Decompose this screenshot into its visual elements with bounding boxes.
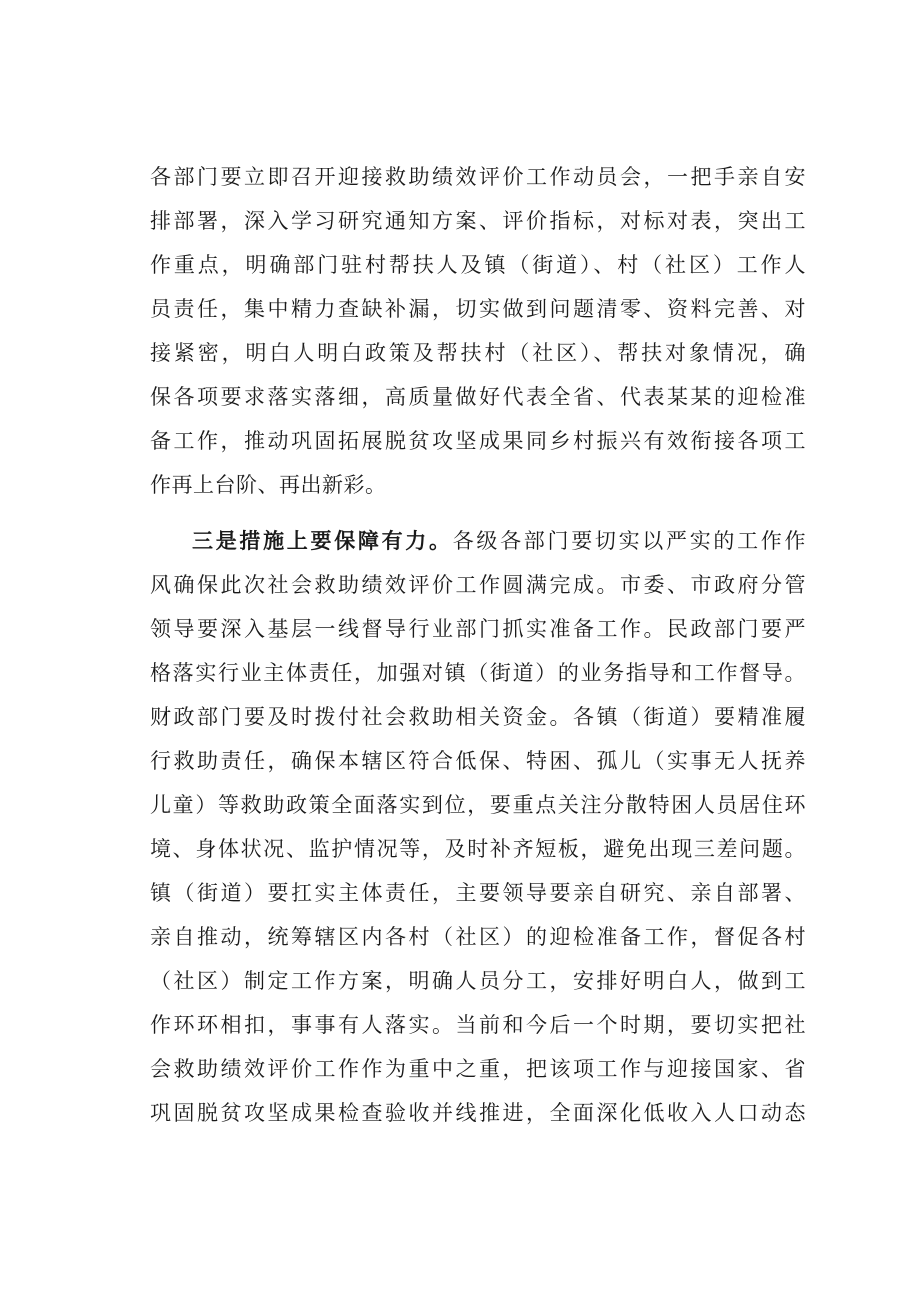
text-line: 风确保此次社会救助绩效评价工作圆满完成。市委、市政府分管 [150, 573, 806, 597]
heading-continuation: 各级各部门要切实以严实的工作作 [452, 529, 807, 553]
text-line: 作环环相扣，事事有人落实。当前和今后一个时期，要切实把社 [150, 1013, 806, 1037]
text-line: 接紧密，明白人明白政策及帮扶村（社区）、帮扶对象情况，确 [150, 341, 806, 365]
paragraph-2 [150, 519, 806, 1135]
paragraph-spacer [150, 507, 806, 519]
text-line: （社区）制定工作方案，明确人员分工，安排好明白人，做到工 [150, 969, 806, 993]
section-heading: 三是措施上要保障有力。 [192, 528, 453, 553]
document-body [150, 155, 806, 1135]
text-line: 行救助责任，确保本辖区符合低保、特困、孤儿（实事无人抚养 [150, 749, 806, 773]
text-line: 领导要深入基层一线督导行业部门抓实准备工作。民政部门要严 [150, 617, 806, 641]
text-line: 作再上台阶、再出新彩。 [150, 473, 387, 497]
text-line: 财政部门要及时拨付社会救助相关资金。各镇（街道）要精准履 [150, 705, 806, 729]
text-line: 各部门要立即召开迎接救助绩效评价工作动员会，一把手亲自安 [150, 165, 806, 189]
text-line: 员责任，集中精力查缺补漏，切实做到问题清零、资料完善、对 [150, 297, 806, 321]
text-line: 会救助绩效评价工作作为重中之重，把该项工作与迎接国家、省 [150, 1057, 806, 1081]
text-line: 作重点，明确部门驻村帮扶人及镇（街道）、村（社区）工作人 [150, 253, 806, 277]
text-line-first [150, 519, 806, 563]
text-line: 境、身体状况、监护情况等，及时补齐短板，避免出现三差问题。 [150, 837, 806, 861]
text-line: 排部署，深入学习研究通知方案、评价指标，对标对表，突出工 [150, 209, 806, 233]
text-line: 儿童）等救助政策全面落实到位，要重点关注分散特困人员居住环 [150, 793, 806, 817]
text-line: 镇（街道）要扛实主体责任，主要领导要亲自研究、亲自部署、 [150, 881, 806, 905]
text-line: 亲自推动，统筹辖区内各村（社区）的迎检准备工作，督促各村 [150, 925, 806, 949]
text-line: 巩固脱贫攻坚成果检查验收并线推进，全面深化低收入人口动态 [150, 1101, 806, 1125]
paragraph-1 [150, 155, 806, 507]
text-line: 保各项要求落实落细，高质量做好代表全省、代表某某的迎检准 [150, 385, 806, 409]
text-line: 备工作，推动巩固拓展脱贫攻坚成果同乡村振兴有效衔接各项工 [150, 429, 806, 453]
text-line: 格落实行业主体责任，加强对镇（街道）的业务指导和工作督导。 [150, 661, 806, 685]
